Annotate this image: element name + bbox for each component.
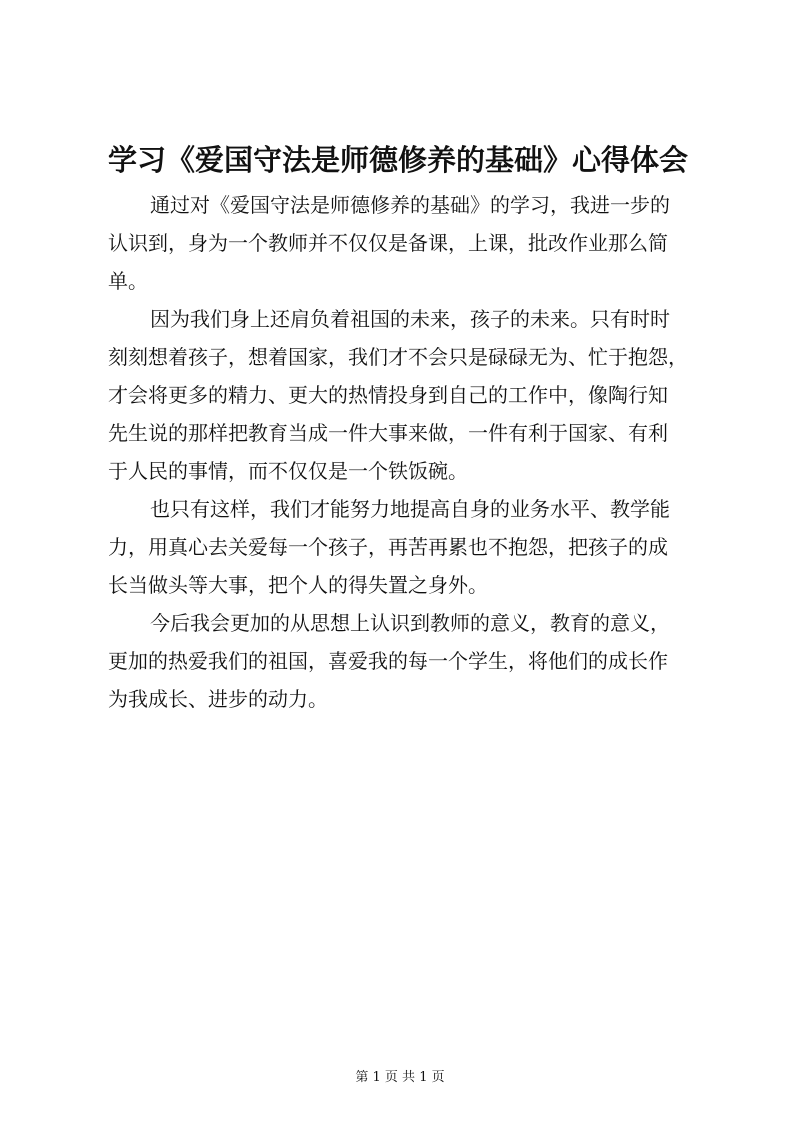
paragraph-line: 更加的热爱我们的祖国，喜爱我的每一个学生，将他们的成长作 bbox=[108, 649, 668, 673]
paragraph-line: 今后我会更加的从思想上认识到教师的意义，教育的意义， bbox=[150, 611, 670, 635]
paragraph-3 bbox=[108, 490, 708, 604]
paragraph-line: 先生说的那样把教育当成一件大事来做，一件有利于国家、有利 bbox=[108, 421, 668, 445]
paragraph-4 bbox=[108, 604, 708, 718]
document-body bbox=[108, 186, 708, 718]
paragraph-2 bbox=[108, 300, 708, 490]
paragraph-line: 为我成长、进步的动力。 bbox=[108, 687, 328, 711]
page-footer bbox=[0, 1068, 800, 1088]
document-title: 学习《爱国守法是师德修养的基础》心得体会 bbox=[108, 143, 689, 177]
paragraph-line: 才会将更多的精力、更大的热情投身到自己的工作中，像陶行知 bbox=[108, 383, 668, 407]
paragraph-line: 认识到，身为一个教师并不仅仅是备课，上课，批改作业那么简 bbox=[108, 231, 668, 255]
paragraph-line: 也只有这样，我们才能努力地提高自身的业务水平、教学能 bbox=[150, 497, 670, 521]
paragraph-line: 于人民的事情，而不仅仅是一个铁饭碗。 bbox=[108, 459, 468, 483]
page-number-info: 第 1 页 共 1 页 bbox=[355, 1070, 445, 1085]
paragraph-line: 长当做头等大事，把个人的得失置之身外。 bbox=[108, 573, 488, 597]
paragraph-1 bbox=[108, 186, 708, 300]
paragraph-line: 力，用真心去关爱每一个孩子，再苦再累也不抱怨，把孩子的成 bbox=[108, 535, 668, 559]
paragraph-line: 单。 bbox=[108, 269, 148, 293]
paragraph-line: 通过对《爱国守法是师德修养的基础》的学习，我进一步的 bbox=[150, 193, 670, 217]
paragraph-line: 刻刻想着孩子，想着国家，我们才不会只是碌碌无为、忙于抱怨， bbox=[108, 345, 688, 369]
paragraph-line: 因为我们身上还肩负着祖国的未来，孩子的未来。只有时时 bbox=[150, 307, 670, 331]
